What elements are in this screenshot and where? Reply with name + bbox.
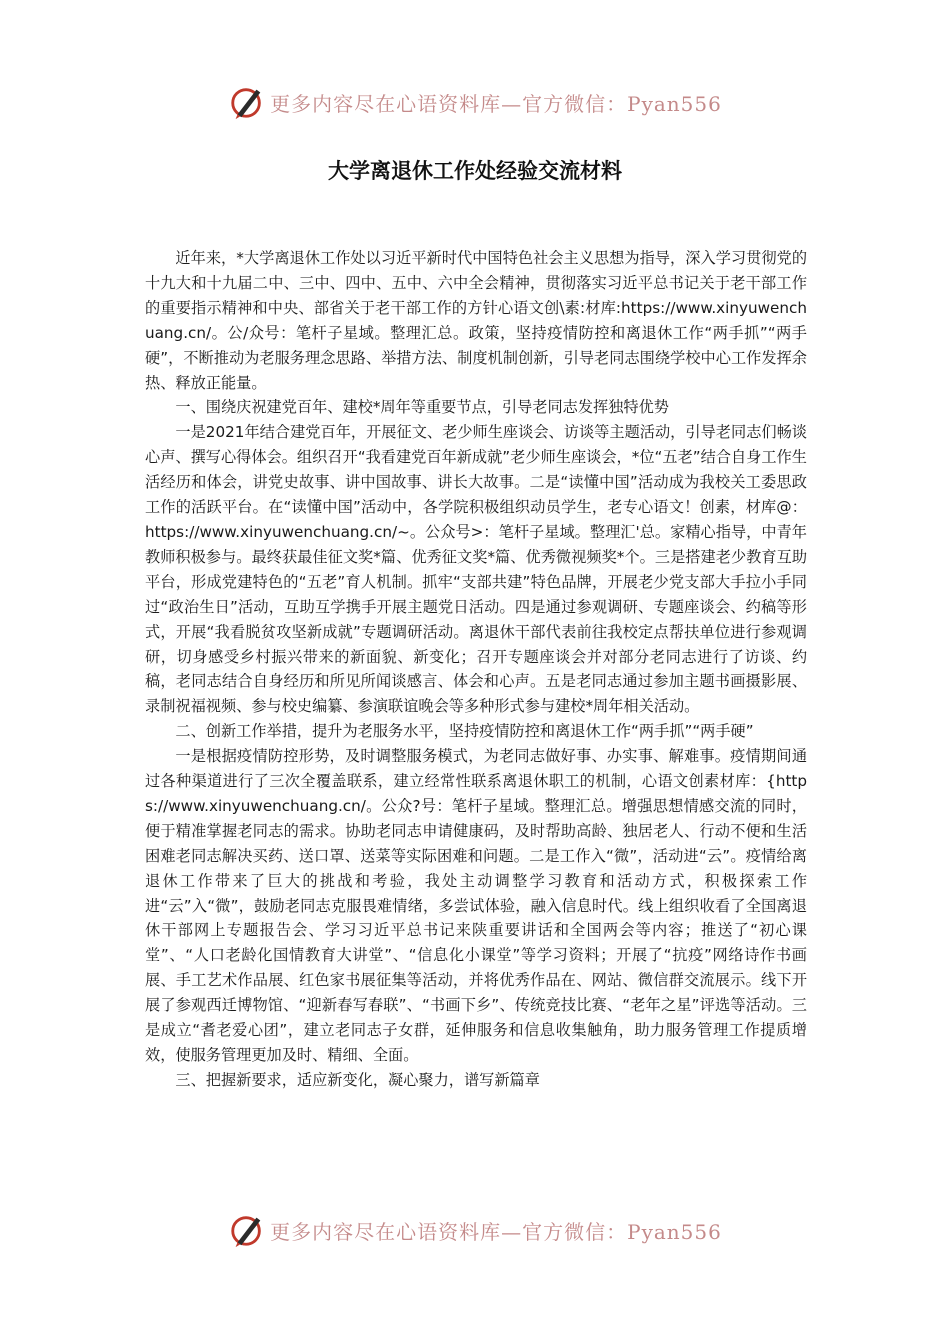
pen-logo-icon [228, 83, 266, 121]
section-heading-2: 二、创新工作举措，提升为老服务水平，坚持疫情防控和离退休工作“两手抓”“两手硬” [175, 722, 754, 741]
header-watermark-text: 更多内容尽在心语资料库—官方微信：Pyan556 [270, 91, 722, 116]
footer-watermark-text: 更多内容尽在心语资料库—官方微信：Pyan556 [270, 1219, 722, 1244]
paragraph-intro: 近年来，*大学离退休工作处以习近平新时代中国特色社会主义思想为指导，深入学习贯彻党的十九大和十九届二中、三中、四中、五中、六中全会精神，贯彻落实习近平总书记关于老干部工作的重要指示精神和中央、部省关于老干部工作的方针心语文创\素:材库:https://www.xinyuwenchuang.cn/。公/众号：笔杆子星域。整理汇总。政策，坚持疫情防控和离退休工作“两手抓”“两手硬”，不断推动为老服务理念思路、举措方法、制度机制创新，引导老同志围绕学校中心工作发挥余热、释放正能量。 [145, 249, 807, 392]
header-watermark-banner [0, 80, 950, 124]
paragraph-section-1: 一是2021年结合建党百年，开展征文、老少师生座谈会、访谈等主题活动，引导老同志们畅谈心声、撰写心得体会。组织召开“我看建党百年新成就”老少师生座谈会，*位“五老”结合自身工作生活经历和体会，讲党史故事、讲中国故事、讲长大故事。二是“读懂中国”活动成为我校关工委思政工作的活跃平台。在“读懂中国”活动中，各学院积极组织动员学生，老专心语文！创素，材库@：https://www.xinyuwenchuang.cn/~。公众号>：笔杆子星域。整理汇'总。家精心指导，中青年教师积极参与。最终获最佳征文奖*篇、优秀征文奖*篇、优秀微视频奖*个。三是搭建老少教育互助平台，形成党建特色的“五老”育人机制。抓牢“支部共建”特色品牌，开展老少党支部大手拉小手同过“政治生日”活动，互助互学携手开展主题党日活动。四是通过参观调研、专题座谈会、约稿等形式，开展“我看脱贫攻坚新成就”专题调研活动。离退休干部代表前往我校定点帮扶单位进行参观调研，切身感受乡村振兴带来的新面貌、新变化；召开专题座谈会并对部分老同志进行了访谈、约稿，老同志结合自身经历和所见所闻谈感言、体会和心声。五是老同志通过参加主题书画摄影展、录制祝福视频、参与校史编纂、参演联谊晚会等多种形式参与建校*周年相关活动。 [145, 423, 807, 716]
section-heading-1: 一、围绕庆祝建党百年、建校*周年等重要节点，引导老同志发挥独特优势 [175, 398, 669, 417]
footer-watermark-banner [0, 1208, 950, 1252]
section-heading-3: 三、把握新要求，适应新变化，凝心聚力，谱写新篇章 [175, 1070, 540, 1089]
document-title: 大学离退休工作处经验交流材料 [328, 159, 622, 183]
pen-logo-icon [228, 1211, 266, 1249]
paragraph-section-2: 一是根据疫情防控形势，及时调整服务模式，为老同志做好事、办实事、解难事。疫情期间通过各种渠道进行了三次全覆盖联系，建立经常性联系离退休职工的机制，心语文创素材库：{https://www.xinyuwenchuang.cn/。公众?号：笔杆子星域。整理汇总。增强思想情感交流的同时，便于精准掌握老同志的需求。协助老同志申请健康码，及时帮助高龄、独居老人、行动不便和生活困难老同志解决买药、送口罩、送菜等实际困难和问题。二是工作入“微”，活动进“云”。疫情给离退休工作带来了巨大的挑战和考验，我处主动调整学习教育和活动方式，积极探索工作进“云”入“微”，鼓励老同志克服畏难情绪，多尝试体验，融入信息时代。线上组织收看了全国离退休干部网上专题报告会、学习习近平总书记来陕重要讲话和全国两会等内容；推送了“初心课堂”、“人口老龄化国情教育大讲堂”、“信息化小课堂”等学习资料；开展了“抗疫”网络诗作书画展、手工艺术作品展、红色家书展征集等活动，并将优秀作品在、网站、微信群交流展示。线下开展了参观西迁博物馆、“迎新春写春联”、“书画下乡”、传统竞技比赛、“老年之星”评选等活动。三是成立“耆老爱心团”，建立老同志子女群，延伸服务和信息收集触角，助力服务管理工作提质增效，使服务管理更加及时、精细、全面。 [145, 747, 807, 1064]
document-body [145, 246, 807, 1093]
